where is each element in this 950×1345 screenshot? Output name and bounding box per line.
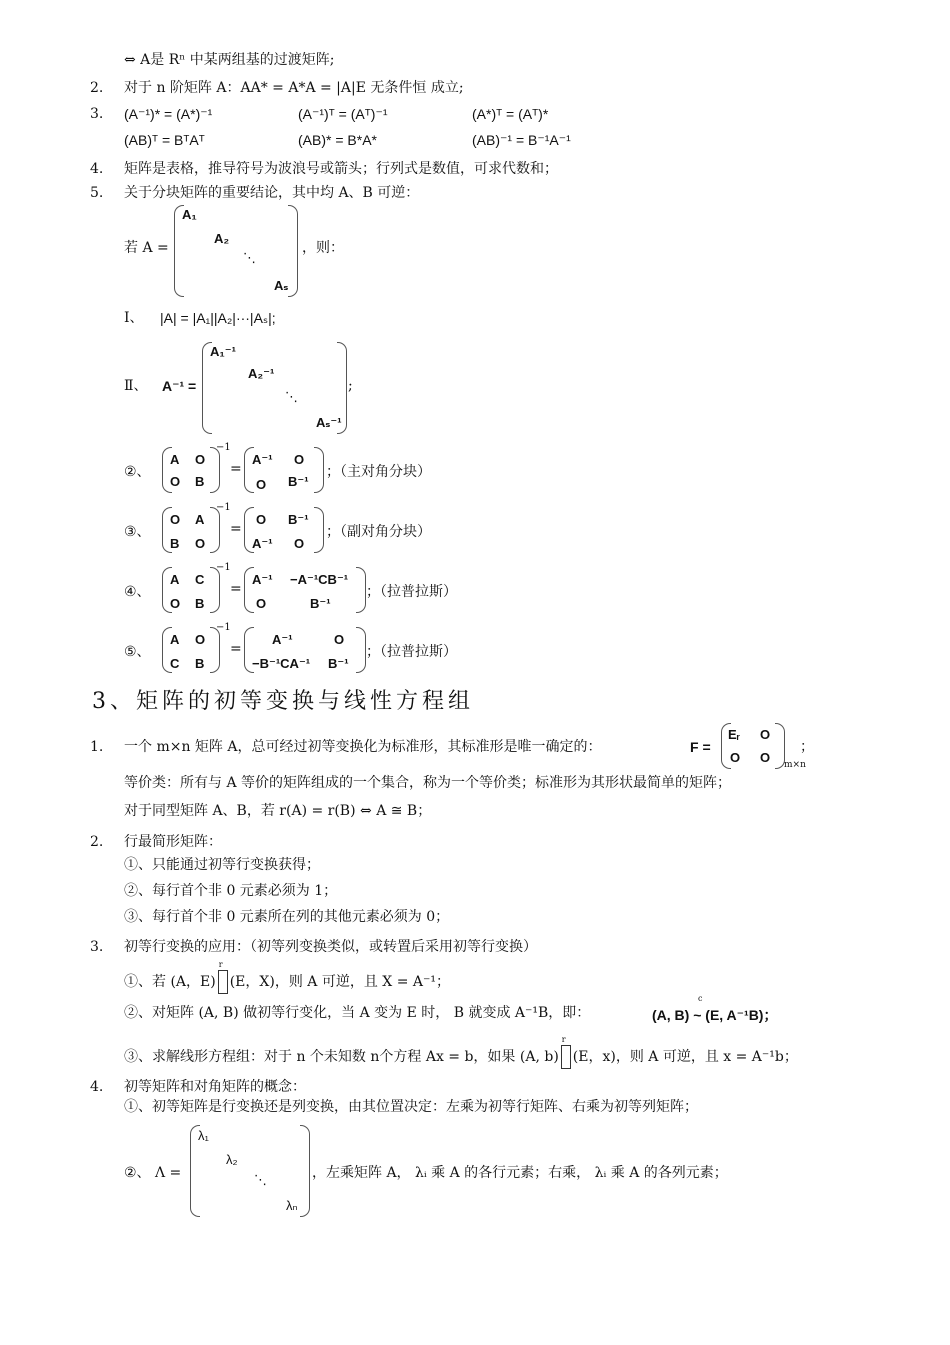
row-transform-box — [218, 970, 228, 994]
formula-3c: (A*)ᵀ = (Aᵀ)* — [472, 106, 549, 122]
block-inv-dots: ⋱ — [285, 389, 298, 404]
m3r-b: B⁻¹ — [288, 512, 309, 527]
m4l-b: C — [195, 572, 205, 587]
inverse-superscript: −1 — [216, 622, 231, 633]
section-heading-3: 3、矩阵的初等变换与线性方程组 — [92, 689, 474, 714]
inverse-superscript: −1 — [216, 442, 231, 453]
m4r-c: O — [256, 596, 267, 611]
block-A1: A₁ — [182, 207, 197, 222]
item-number-4: 4. — [90, 161, 104, 177]
m3r-d: O — [294, 536, 305, 551]
m3r-a: O — [256, 512, 267, 527]
m5r-b: O — [334, 632, 345, 647]
paren-right — [210, 627, 220, 673]
label-if-A: 若 A = — [124, 240, 169, 256]
block-inv-s: Aₛ⁻¹ — [316, 415, 342, 430]
text-app-3-pre: ③、求解线形方程组：对于 n 个未知数 n个方程 Ax = b，如果 (A, b) — [124, 1049, 559, 1065]
m5r-a: A⁻¹ — [272, 632, 293, 647]
m3l-d: O — [195, 536, 206, 551]
equals: = — [230, 641, 242, 657]
m4r-d: B⁻¹ — [310, 596, 331, 611]
formula-3a: (A⁻¹)* = (A*)⁻¹ — [124, 106, 213, 122]
paren-right — [314, 447, 324, 493]
block-A2: A₂ — [214, 231, 230, 246]
text-app-3 — [124, 1035, 798, 1069]
text-standard-form: 一个 m×n 矩阵 A，总可经过初等变换化为标准形，其标准形是唯一确定的： — [124, 739, 602, 755]
item-number-2: 2. — [90, 80, 104, 96]
m4r-b: −A⁻¹CB⁻¹ — [290, 572, 349, 587]
formula-inverse-lhs: A⁻¹ = — [162, 378, 197, 394]
F-O2: O — [730, 750, 741, 765]
semicolon: ; — [348, 378, 353, 394]
text-app-1 — [124, 960, 450, 994]
note-anti-diagonal: ；（副对角分块） — [326, 524, 431, 540]
note-laplace: ；（拉普拉斯） — [366, 644, 457, 660]
m5l-b: O — [195, 632, 206, 647]
text-elementary-diagonal: 初等矩阵和对角矩阵的概念： — [124, 1079, 306, 1095]
formula-block-determinant: |A| = |A₁||A₂|···|Aₛ|; — [160, 310, 276, 326]
m3l-b: A — [195, 512, 205, 527]
m5l-d: B — [195, 656, 205, 671]
text-same-type-matrix: 对于同型矩阵 A、B，若 r(A) = r(B) ⇔ A ≅ B； — [124, 803, 432, 819]
note-main-diagonal: ；（主对角分块） — [326, 464, 431, 480]
text-transition-matrix: ⇔ A是 Rⁿ 中某两组基的过渡矩阵; — [124, 52, 335, 68]
m3r-c: A⁻¹ — [252, 536, 273, 551]
row-transform-box — [561, 1045, 571, 1069]
paren-right — [210, 567, 220, 613]
label-circled-5: ⑤、 — [124, 644, 151, 660]
paren-right — [210, 447, 220, 493]
text-row-echelon-2: ②、每行首个非 0 元素必须为 1； — [124, 883, 338, 899]
m2l-d: B — [195, 474, 205, 489]
lambda-1: λ₁ — [198, 1128, 209, 1143]
m4r-a: A⁻¹ — [252, 572, 273, 587]
formula-lambda-lhs: ②、 Λ = — [124, 1165, 182, 1181]
text-lambda-multiply: ，左乘矩阵 A， λᵢ 乘 A 的各行元素；右乘， λᵢ 乘 A 的各列元素； — [312, 1165, 728, 1181]
equals: = — [230, 521, 242, 537]
equals: = — [230, 581, 242, 597]
item-number-3: 3. — [90, 106, 104, 122]
item-number-5: 5. — [90, 185, 104, 201]
text-row-echelon-1: ①、只能通过初等行变换获得； — [124, 857, 320, 873]
m2r-b: O — [294, 452, 305, 467]
m5r-d: B⁻¹ — [328, 656, 349, 671]
block-inv-2: A₂⁻¹ — [248, 366, 275, 381]
m4l-a: A — [170, 572, 180, 587]
paren-right — [356, 627, 366, 673]
text-matrix-vs-determinant: 矩阵是表格，推导符号为波浪号或箭头；行列式是数值，可求代数和； — [124, 161, 558, 177]
text-row-echelon-3: ③、每行首个非 0 元素所在列的其他元素必须为 0； — [124, 909, 450, 925]
text-app-2: ②、对矩阵 (A, B) 做初等行变化，当 A 变为 E 时， B 就变成 A⁻¹B，即： — [124, 1005, 591, 1021]
text-row-echelon: 行最简形矩阵： — [124, 834, 222, 850]
item-number-1: 1. — [90, 739, 104, 755]
F-O1: O — [760, 727, 771, 742]
m2l-a: A — [170, 452, 180, 467]
inverse-superscript: −1 — [216, 562, 231, 573]
m2l-b: O — [195, 452, 206, 467]
formula-3f: (AB)⁻¹ = B⁻¹A⁻¹ — [472, 132, 571, 148]
inverse-superscript: −1 — [216, 502, 231, 513]
note-laplace: ；（拉普拉斯） — [366, 584, 457, 600]
m3l-a: O — [170, 512, 181, 527]
item-number-3: 3. — [90, 939, 104, 955]
row-mark: r — [561, 1035, 566, 1044]
m5l-a: A — [170, 632, 180, 647]
paren-right — [288, 205, 298, 297]
label-roman-2: Ⅱ、 — [124, 378, 148, 394]
column-mark: c — [698, 994, 703, 1003]
block-inv-1: A₁⁻¹ — [210, 344, 236, 359]
m2r-a: A⁻¹ — [252, 452, 273, 467]
m2l-c: O — [170, 474, 181, 489]
m4l-d: B — [195, 596, 205, 611]
m3l-c: B — [170, 536, 180, 551]
text-equivalence-class: 等价类：所有与 A 等价的矩阵组成的一个集合，称为一个等价类；标准形为其形状最简单的矩阵； — [124, 775, 732, 791]
paren-right — [210, 507, 220, 553]
paren-right — [356, 567, 366, 613]
text-app-3-post: (E，x)，则 A 可逆，且 x = A⁻¹b； — [572, 1049, 798, 1065]
text-adjugate-identity: 对于 n 阶矩阵 A：AA* = A*A = |A|E 无条件恒 成立; — [124, 80, 464, 96]
text-app-1-post: (E，X)，则 A 可逆，且 X = A⁻¹； — [229, 974, 450, 990]
formula-3e: (AB)* = B*A* — [298, 132, 377, 148]
m2r-c: O — [256, 477, 267, 492]
m2r-d: B⁻¹ — [288, 474, 309, 489]
item-number-4: 4. — [90, 1079, 104, 1095]
F-subscript: m×n — [784, 760, 806, 770]
label-circled-4: ④、 — [124, 584, 151, 600]
formula-3b: (A⁻¹)ᵀ = (Aᵀ)⁻¹ — [298, 106, 388, 122]
text-app-1-pre: ①、若 (A，E) — [124, 974, 216, 990]
m5r-c: −B⁻¹CA⁻¹ — [252, 656, 311, 671]
lambda-dots: ⋱ — [254, 1172, 267, 1187]
label-circled-2: ②、 — [124, 464, 151, 480]
label-roman-1: Ⅰ、 — [124, 310, 144, 326]
m5l-c: C — [170, 656, 180, 671]
F-O3: O — [760, 750, 771, 765]
paren-right — [314, 507, 324, 553]
semicolon: ； — [800, 739, 814, 755]
formula-3d: (AB)ᵀ = BᵀAᵀ — [124, 132, 205, 148]
label-then: ，则： — [302, 240, 344, 256]
block-As: Aₛ — [274, 278, 289, 293]
m4l-c: O — [170, 596, 181, 611]
text-elementary-position: ①、初等矩阵是行变换还是列变换，由其位置决定：左乘为初等行矩阵、右乘为初等列矩阵； — [124, 1099, 698, 1115]
formula-F-lhs: F = — [690, 739, 711, 755]
text-row-ops-application: 初等行变换的应用：（初等列变换类似，或转置后采用初等行变换） — [124, 939, 537, 955]
lambda-n: λₙ — [286, 1198, 298, 1213]
row-mark: r — [218, 960, 223, 969]
F-Er: Eᵣ — [728, 727, 740, 742]
equals: = — [230, 461, 242, 477]
lambda-2: λ₂ — [226, 1152, 238, 1167]
block-dots: ⋱ — [243, 250, 256, 265]
paren-right — [300, 1125, 310, 1217]
formula-app-2: (A, B) ~ (E, A⁻¹B)； — [652, 1007, 778, 1023]
text-block-matrix-intro: 关于分块矩阵的重要结论，其中均 A、B 可逆： — [124, 185, 420, 201]
paren-right — [337, 342, 347, 434]
label-circled-3: ③、 — [124, 524, 151, 540]
item-number-2: 2. — [90, 834, 104, 850]
